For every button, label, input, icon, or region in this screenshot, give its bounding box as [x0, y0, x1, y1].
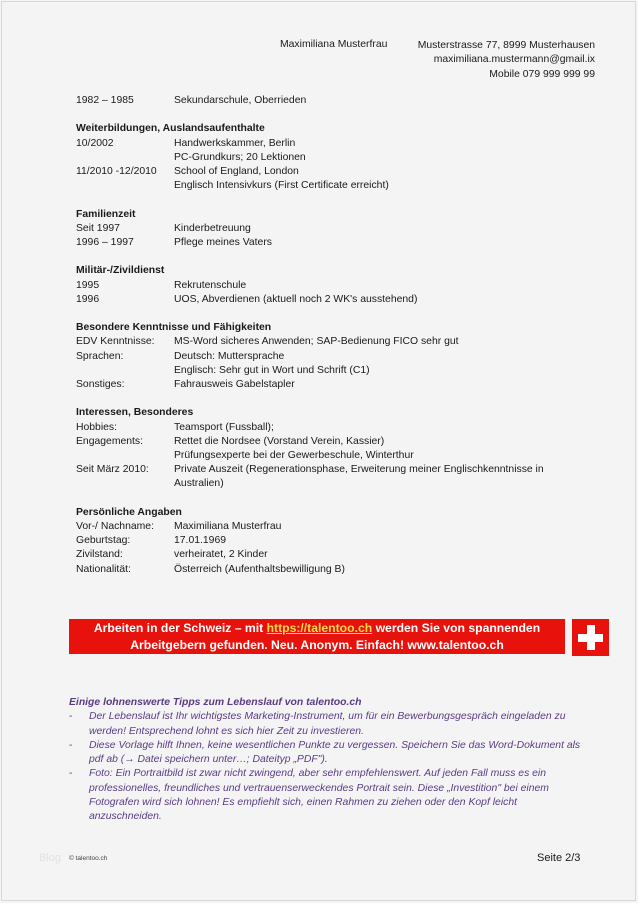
row-label: 11/2010 -12/2010	[76, 166, 157, 177]
cv-row	[76, 449, 576, 463]
row-label: Engagements:	[76, 435, 144, 447]
row-value: 17.01.1969	[174, 535, 227, 547]
cv-row	[76, 364, 576, 378]
row-label	[76, 179, 174, 193]
spacer	[76, 250, 576, 264]
header-address: Musterstrasse 77, 8999 Musterhausen	[417, 40, 595, 51]
spacer	[76, 193, 576, 207]
row-value: verheiratet, 2 Kinder	[174, 549, 268, 561]
cv-row	[76, 236, 576, 250]
cv-row	[76, 463, 576, 491]
row-value: Englisch: Sehr gut in Wort und Schrift (C1)	[174, 364, 370, 376]
row-label: 10/2002	[76, 137, 114, 149]
row-label: Zivilstand:	[76, 549, 123, 561]
banner-text-post: werden Sie von spannenden	[372, 621, 541, 635]
section-heading: Persönliche Angaben	[76, 506, 182, 518]
header-contact	[418, 39, 595, 82]
cv-row	[76, 151, 576, 165]
cv-row	[76, 293, 576, 307]
row-label: Nationalität:	[76, 563, 131, 575]
cv-row	[76, 165, 576, 179]
banner-line2: Arbeitgebern gefunden. Neu. Anonym. Einfach! www.talentoo.ch	[130, 638, 504, 652]
cv-row	[76, 435, 576, 449]
cv-row	[76, 179, 576, 193]
cv-sections	[76, 94, 576, 577]
row-value: PC-Grundkurs; 20 Lektionen	[174, 151, 306, 163]
row-value: Maximiliana Musterfrau	[174, 521, 282, 532]
cv-row	[76, 548, 576, 562]
row-value: Private Auszeit (Regenerationsphase, Erweiterung meiner Englischkenntnisse in Australien)	[174, 464, 544, 490]
cv-row	[76, 222, 576, 236]
row-label: Vor-/ Nachname:	[76, 521, 154, 532]
section-heading: Militär-/Zivildienst	[76, 265, 165, 277]
row-value: Sekundarschule, Oberrieden	[174, 95, 307, 106]
tip-item	[69, 710, 589, 739]
tip-text: Der Lebenslauf ist Ihr wichtigstes Marketing-Instrument, um für ein Bewerbungsgespräch eingeladen zu werden! Entsprechend lohnt es sich hier Zeit zu investieren.	[89, 711, 566, 737]
row-label: Seit 1997	[76, 222, 120, 234]
row-value: School of England, London	[174, 166, 299, 177]
banner-link[interactable]: https://talentoo.ch	[266, 621, 373, 635]
bullet-dash: -	[69, 768, 73, 780]
cv-row	[76, 279, 576, 293]
row-label: 1995	[76, 279, 100, 291]
row-value: Handwerkskammer, Berlin	[174, 137, 296, 149]
row-value: Pflege meines Vaters	[174, 237, 272, 248]
row-label: Geburtstag:	[76, 535, 131, 547]
header-email[interactable]: maximiliana.mustermann@gmail.ix	[433, 54, 595, 66]
row-value: Kinderbetreuung	[174, 222, 251, 234]
section-heading: Familienzeit	[76, 208, 136, 220]
footer-copyright: © talentoo.ch	[69, 855, 108, 862]
row-value: Teamsport (Fussball);	[174, 421, 274, 433]
swiss-flag-icon	[572, 619, 609, 656]
row-value: Deutsch: Muttersprache	[174, 350, 285, 362]
cv-row	[76, 94, 576, 108]
tips-section	[69, 696, 589, 825]
tip-item	[69, 739, 589, 768]
row-value: MS-Word sicheres Anwenden; SAP-Bedienung FICO sehr gut	[174, 336, 459, 348]
document-page	[1, 1, 636, 901]
row-label: 1982 – 1985	[76, 95, 134, 106]
spacer	[76, 307, 576, 321]
spacer	[76, 492, 576, 506]
row-label	[76, 449, 174, 463]
row-value: Englisch Intensivkurs (First Certificate erreicht)	[174, 180, 389, 192]
row-value: Prüfungsexperte bei der Gewerbeschule, Winterthur	[174, 450, 414, 461]
row-label: EDV Kenntnisse:	[76, 336, 155, 348]
cv-row	[76, 335, 576, 349]
cv-row	[76, 137, 576, 151]
section-heading: Besondere Kenntnisse und Fähigkeiten	[76, 322, 272, 334]
row-label: Hobbies:	[76, 421, 118, 433]
talentoo-banner	[69, 619, 565, 654]
row-value: Rettet die Nordsee (Vorstand Verein, Kassier)	[174, 435, 385, 447]
banner-text-pre: Arbeiten in der Schweiz – mit	[93, 621, 267, 635]
row-value: Fahrausweis Gabelstapler	[174, 379, 295, 390]
tip-text: Diese Vorlage hilft Ihnen, keine wesentlichen Punkte zu vergessen. Speichern Sie das Word-Dokument als pdf ab (→ Datei speichern unter…; Dateityp „PDF").	[89, 739, 581, 766]
bullet-dash: -	[69, 739, 73, 751]
tip-text: Foto: Ein Portraitbild ist zwar nicht zwingend, aber sehr empfehlenswert. Auf jeden Fall muss es ein professionelles, freundliches und vertrauenserweckendes Portrait sein. Diese „Investition" bei einem Fotografen wird sich lohnen! Es empfiehlt sich, einen Rahmen zu ziehen oder den Kopf leicht anzuschneiden.	[89, 768, 549, 823]
cv-row	[76, 350, 576, 364]
row-value: Rekrutenschule	[174, 279, 247, 291]
row-label: Sprachen:	[76, 350, 124, 362]
header-phone: Mobile 079 999 999 99	[489, 68, 595, 80]
row-value: UOS, Abverdienen (aktuell noch 2 WK's ausstehend)	[174, 293, 418, 305]
row-label	[76, 151, 174, 165]
section-heading: Interessen, Besonderes	[76, 407, 194, 419]
spacer	[76, 392, 576, 406]
spacer	[76, 108, 576, 122]
cv-row	[76, 534, 576, 548]
row-label: 1996 – 1997	[76, 237, 134, 248]
tip-item	[69, 767, 589, 824]
page-number: Seite 2/3	[537, 852, 581, 864]
row-label: Sonstiges:	[76, 379, 125, 390]
tips-title: Einige lohnenswerte Tipps zum Lebenslauf von talentoo.ch	[69, 697, 362, 708]
section-heading: Weiterbildungen, Auslandsaufenthalte	[76, 123, 265, 135]
footer-watermark: Blog	[39, 852, 62, 864]
cv-row	[76, 520, 576, 534]
row-value: Österreich (Aufenthaltsbewilligung B)	[174, 563, 345, 575]
header-name: Maximiliana Musterfrau	[280, 39, 388, 50]
row-label: 1996	[76, 293, 100, 305]
cv-row	[76, 563, 576, 577]
row-label: Seit März 2010:	[76, 464, 149, 476]
cv-row	[76, 421, 576, 435]
bullet-dash: -	[69, 711, 73, 723]
row-label	[76, 364, 174, 378]
cv-row	[76, 378, 576, 392]
